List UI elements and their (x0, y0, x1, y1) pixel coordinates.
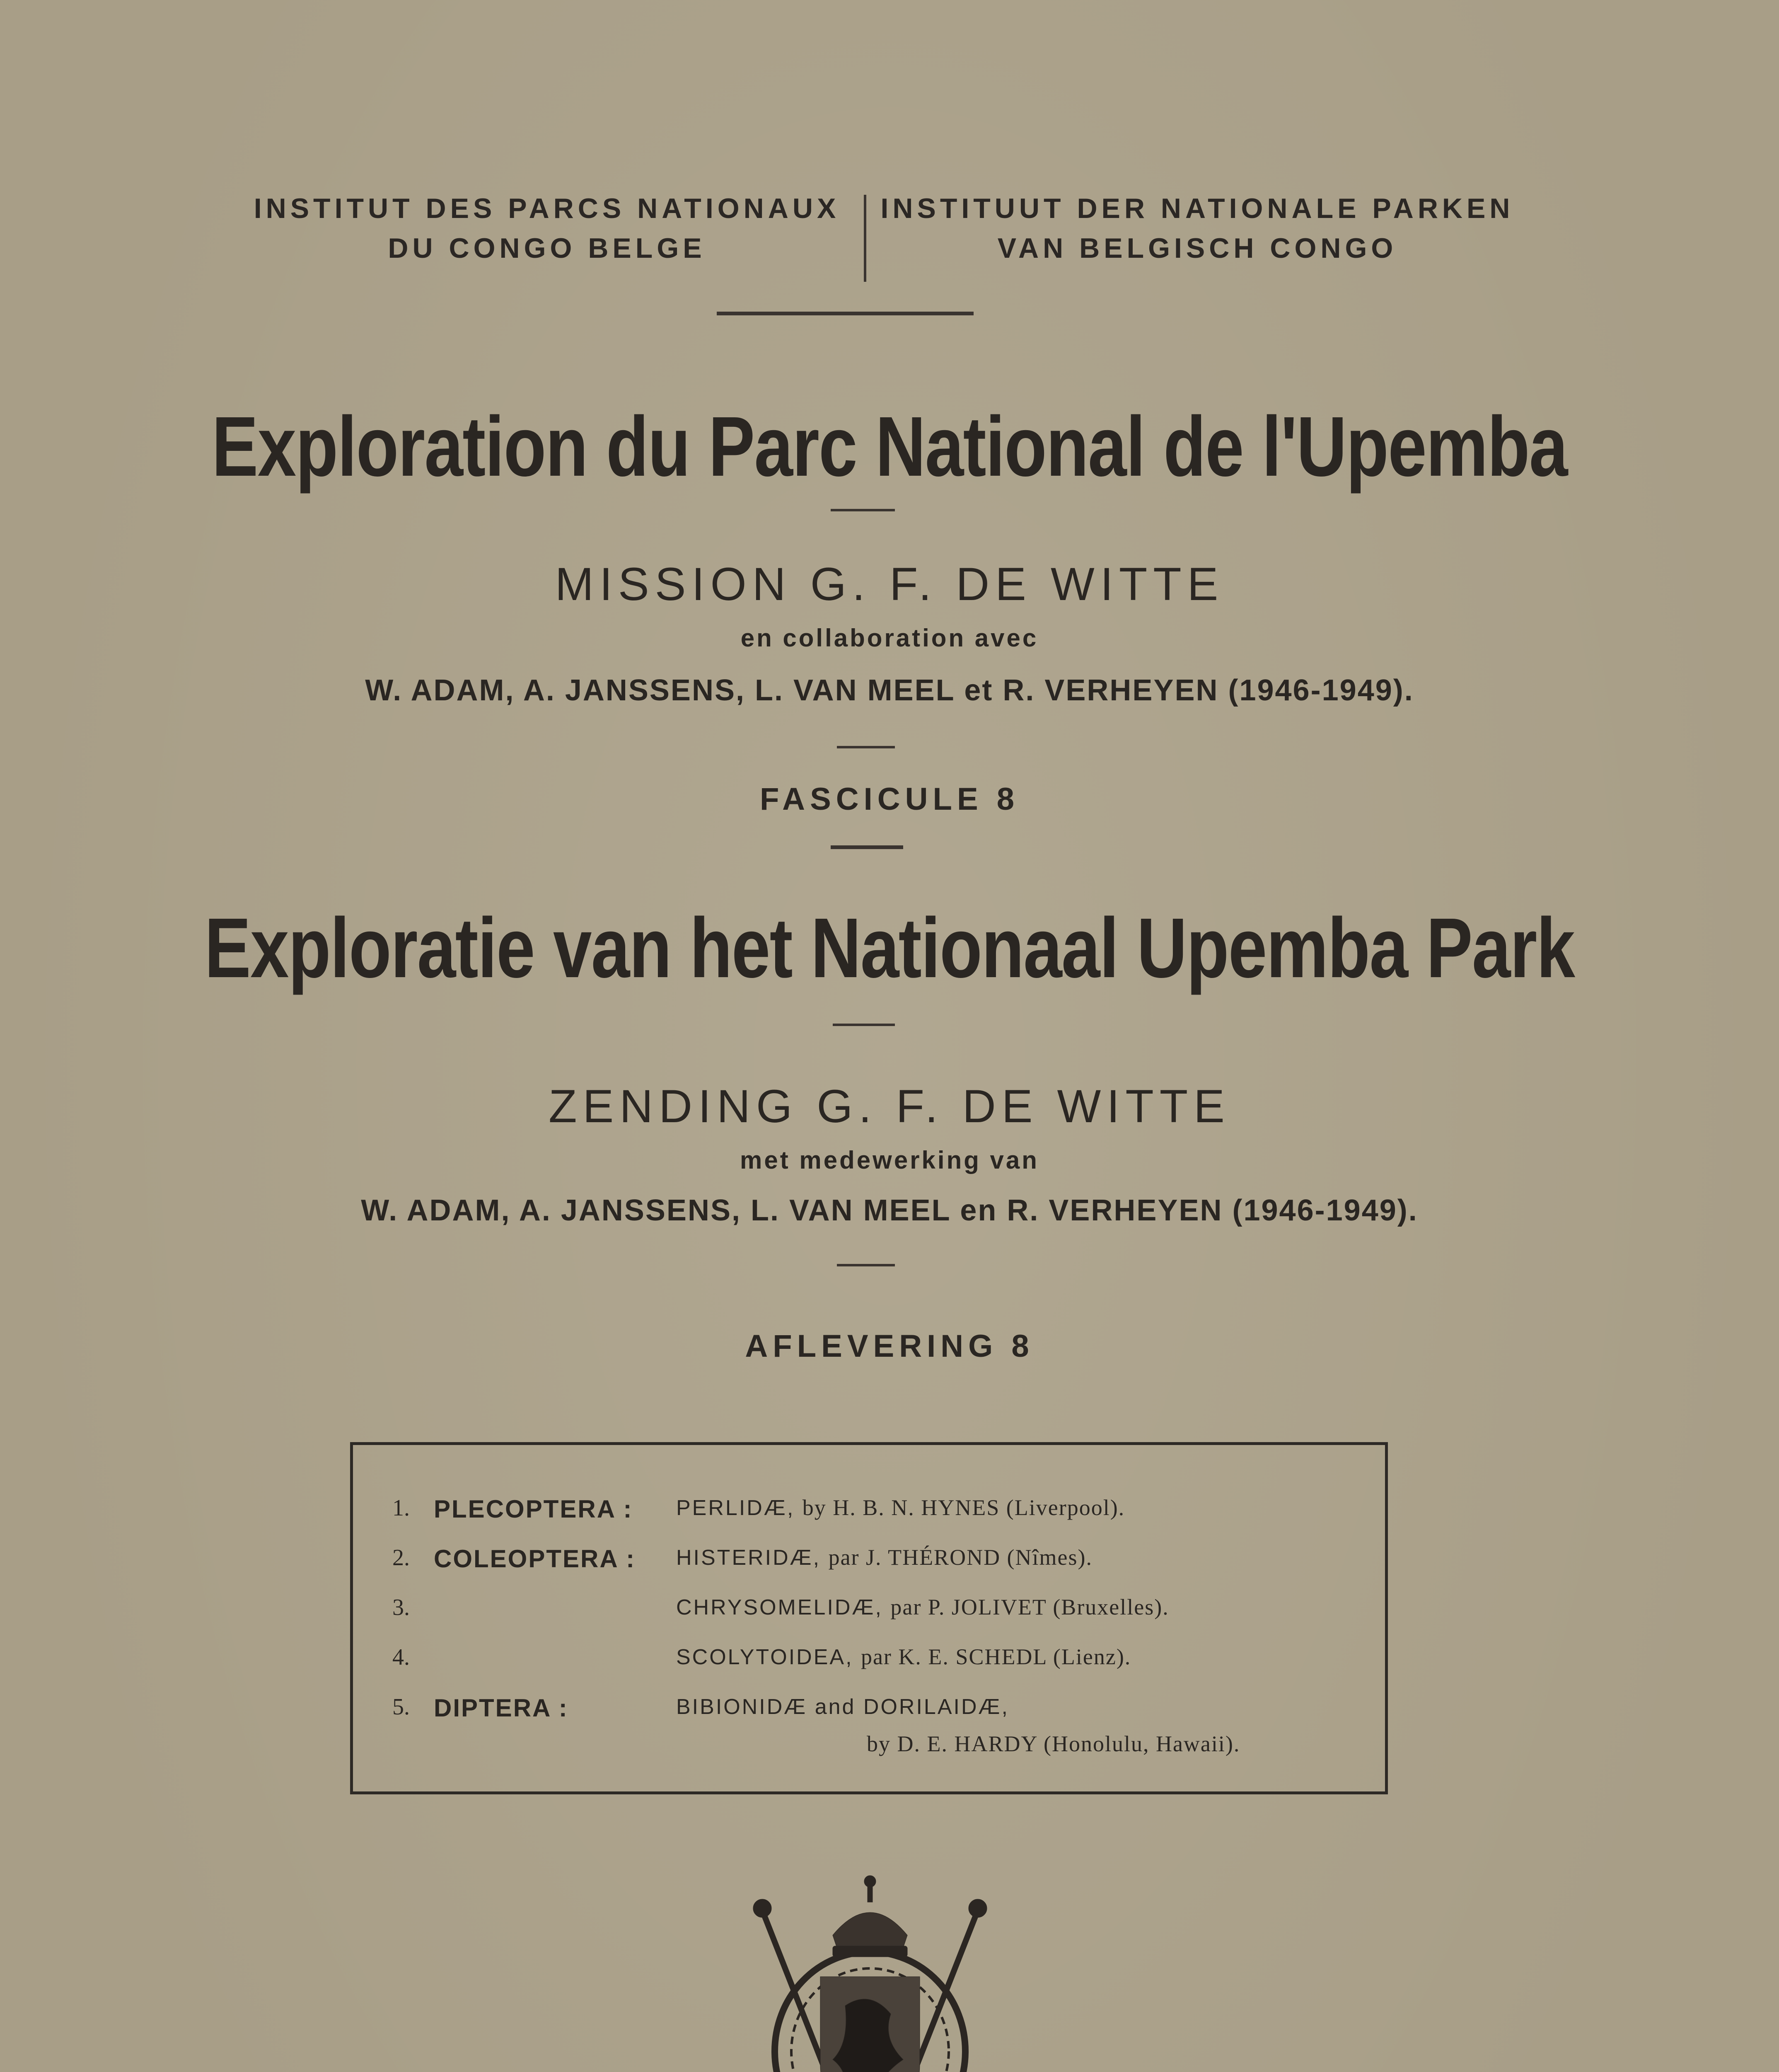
contents-author: par P. JOLIVET (Bruxelles). (890, 1595, 1169, 1619)
contents-num: 1. (392, 1495, 410, 1521)
contents-row (353, 1694, 1391, 1735)
contents-family: SCOLYTOIDEA, (676, 1645, 853, 1669)
authors-nl-rule (837, 1264, 895, 1266)
contents-family-line (676, 1644, 1131, 1670)
contents-family: PERLIDÆ, (676, 1496, 795, 1520)
institution-fr-line1: INSTITUT DES PARCS NATIONAUX (254, 193, 840, 224)
fascicule: FASCICULE 8 (759, 782, 1020, 817)
contents-family: CHRYSOMELIDÆ, (676, 1595, 883, 1619)
contents-num: 2. (392, 1545, 410, 1571)
coat-of-arms-icon (737, 1865, 1003, 2072)
contents-num: 3. (392, 1595, 410, 1620)
contents-order: DIPTERA : (434, 1694, 568, 1722)
contents-row (353, 1544, 1391, 1586)
contents-row (353, 1644, 1391, 1685)
authors-dutch: W. ADAM, A. JANSSENS, L. VAN MEEL en R. VERHEYEN (1946-1949). (361, 1194, 1418, 1227)
title-french: Exploration du Parc National de l'Upemba (212, 399, 1567, 494)
institution-nl-line1: INSTITUUT DER NATIONALE PARKEN (880, 193, 1514, 224)
header-divider (864, 195, 866, 282)
contents-box (350, 1442, 1388, 1794)
collaboration-dutch: met medewerking van (740, 1146, 1039, 1174)
contents-family: BIBIONIDÆ and DORILAIDÆ, (676, 1695, 1009, 1719)
contents-family-line (676, 1544, 1093, 1570)
contents-order: COLEOPTERA : (434, 1545, 636, 1573)
contents-num: 5. (392, 1694, 410, 1720)
contents-num: 4. (392, 1644, 410, 1670)
header-rule (717, 312, 974, 315)
contents-row (353, 1594, 1391, 1636)
contents-family-line (676, 1594, 1169, 1620)
title-dutch: Exploratie van het Nationaal Upemba Park (204, 900, 1575, 995)
contents-author: par K. E. SCHEDL (Lienz). (860, 1644, 1131, 1669)
institution-nl-line2: VAN BELGISCH CONGO (997, 232, 1397, 264)
title-nl-rule (833, 1024, 895, 1026)
institution-nl (874, 189, 1520, 268)
contents-author: by H. B. N. HYNES (Liverpool). (802, 1495, 1125, 1520)
collaboration-french: en collaboration avec (740, 624, 1039, 652)
fascicule-rule (831, 845, 903, 849)
contents-row (353, 1731, 1391, 1772)
authors-french: W. ADAM, A. JANSSENS, L. VAN MEEL et R. VERHEYEN (1946-1949). (365, 674, 1414, 707)
title-fr-rule (831, 509, 895, 511)
contents-family-line (676, 1495, 1125, 1520)
contents-author: par J. THÉROND (Nîmes). (828, 1545, 1093, 1570)
contents-family-line (676, 1694, 1009, 1719)
aflevering: AFLEVERING 8 (745, 1329, 1034, 1364)
mission-french: MISSION G. F. DE WITTE (555, 558, 1224, 610)
institution-fr-line2: DU CONGO BELGE (388, 232, 706, 264)
contents-row (353, 1495, 1391, 1536)
mission-dutch: ZENDING G. F. DE WITTE (549, 1080, 1230, 1132)
contents-author-continued: by D. E. HARDY (Honolulu, Hawaii). (867, 1731, 1240, 1756)
contents-order: PLECOPTERA : (434, 1495, 633, 1523)
authors-fr-rule (837, 746, 895, 748)
contents-family: HISTERIDÆ, (676, 1546, 821, 1570)
institution-fr (224, 189, 870, 268)
